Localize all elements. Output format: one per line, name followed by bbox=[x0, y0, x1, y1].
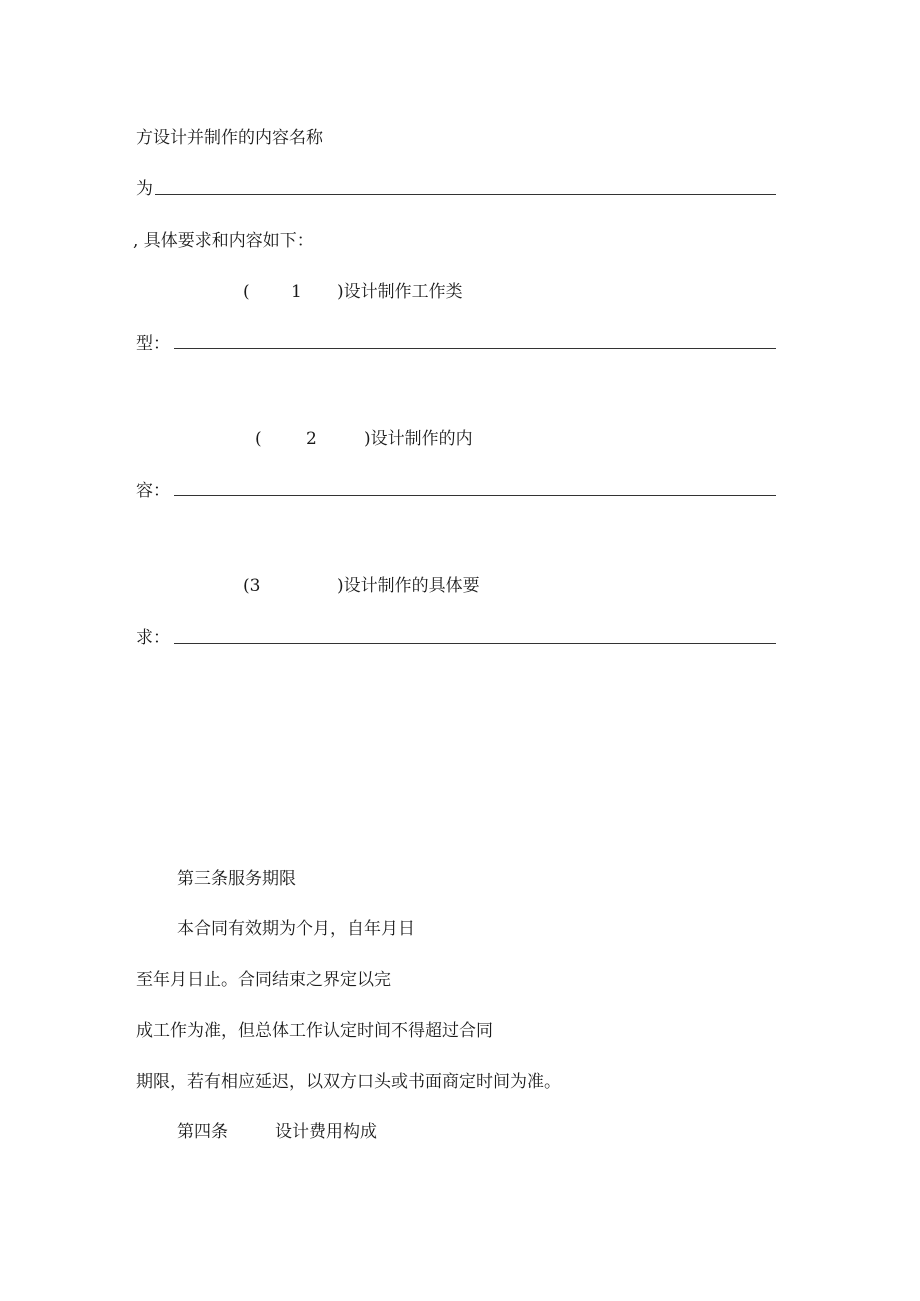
section-3-line-1: 本合同有效期为个月，自年月日 bbox=[177, 919, 415, 939]
item-1-heading bbox=[0, 280, 920, 304]
item-2-open-paren: ( bbox=[255, 429, 262, 449]
item-3-blank bbox=[174, 643, 776, 644]
item-2-title: )设计制作的内 bbox=[364, 429, 473, 449]
item-3-continuation: 求： bbox=[136, 628, 170, 648]
section-3-line-2: 至年月日止。合同结束之界定以完 bbox=[136, 970, 391, 990]
section-3-heading: 第三条服务期限 bbox=[177, 869, 296, 889]
item-2-continuation: 容： bbox=[136, 481, 170, 501]
item-1-number: 1 bbox=[291, 282, 302, 302]
requirements-intro: , 具体要求和内容如下： bbox=[133, 231, 314, 251]
section-4-title: 设计费用构成 bbox=[275, 1122, 377, 1142]
item-1-continuation: 型： bbox=[136, 334, 170, 354]
section-4-number: 第四条 bbox=[177, 1122, 228, 1142]
item-2-heading bbox=[0, 427, 920, 451]
item-2-number: 2 bbox=[306, 429, 317, 449]
section-4-heading bbox=[0, 1120, 920, 1144]
item-3-title: )设计制作的具体要 bbox=[337, 576, 480, 596]
section-3-line-3: 成工作为准，但总体工作认定时间不得超过合同 bbox=[136, 1021, 493, 1041]
item-3-heading bbox=[0, 574, 920, 598]
section-3-line-4: 期限，若有相应延迟，以双方口头或书面商定时间为准。 bbox=[136, 1072, 561, 1092]
content-name-blank bbox=[155, 194, 776, 195]
item-1-blank bbox=[174, 348, 776, 349]
item-3-open-paren: (3 bbox=[243, 576, 261, 596]
content-name-intro: 方设计并制作的内容名称 bbox=[136, 128, 323, 148]
content-name-prefix: 为 bbox=[136, 179, 153, 199]
item-2-blank bbox=[174, 495, 776, 496]
item-1-title: )设计制作工作类 bbox=[337, 282, 463, 302]
item-1-open-paren: ( bbox=[243, 282, 250, 302]
